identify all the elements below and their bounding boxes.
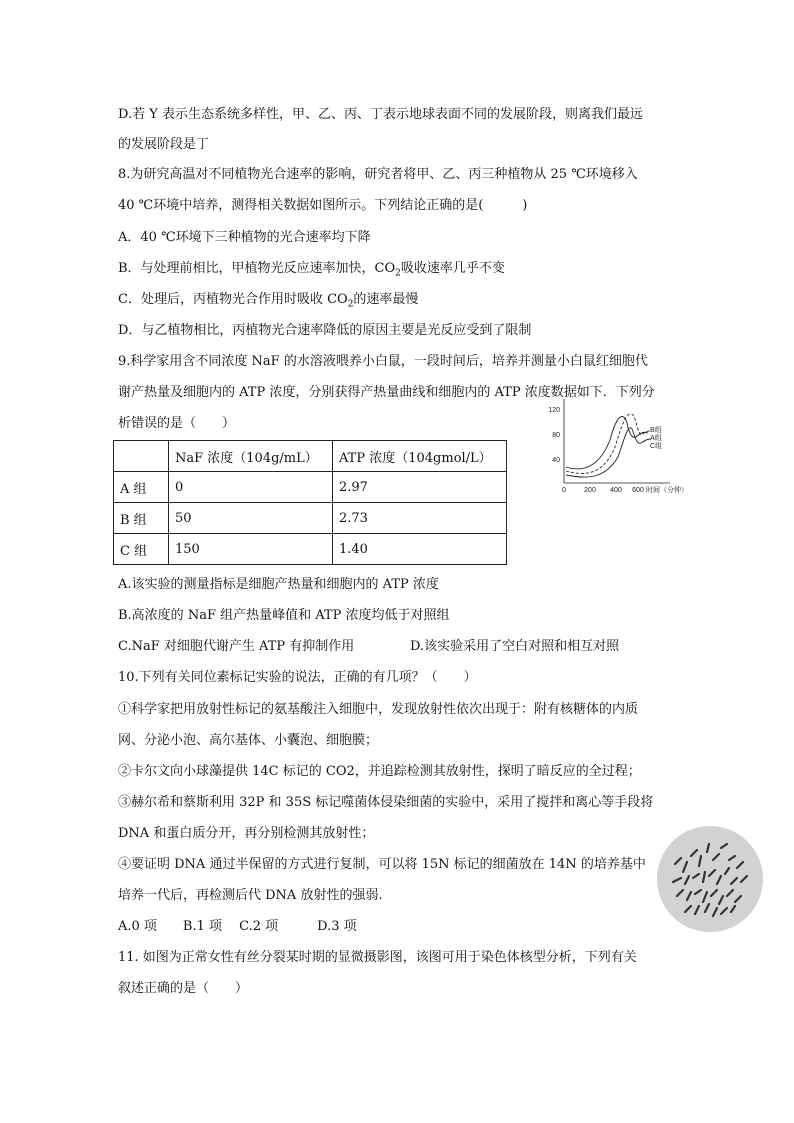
question-10-item-1-cont: 网、分泌小泡、高尔基体、小囊泡、细胞膜； (118, 733, 379, 748)
question-9-option-b: B.高浓度的 NaF 组产热量峰值和 ATP 浓度均低于对照组 (118, 608, 450, 623)
table-cell: 0 (169, 472, 333, 503)
table-cell: A 组 (114, 472, 169, 503)
series-label: A组 (650, 435, 662, 442)
question-9-stem: 9.科学家用含不同浓度 NaF 的水溶液喂养小白鼠，一段时间后，培养并测量小白鼠红细胞代 (118, 354, 648, 369)
text-line-2: 的发展阶段是丁 (118, 137, 210, 152)
y-tick-label: 120 (548, 407, 560, 414)
question-10-options: A.0 项 B.1 项 C.2 项 D.3 项 (118, 919, 357, 934)
series-label: B组 (650, 427, 662, 434)
series-label: C组 (650, 443, 663, 450)
question-11-stem: 11. 如图为正常女性有丝分裂某时期的显微摄影图，该图可用于染色体核型分析，下列有关 (118, 950, 637, 965)
chromosome-micrograph (657, 826, 763, 932)
y-tick-label: 80 (552, 432, 560, 439)
table-header-row (114, 441, 507, 472)
question-9-option-d: D.该实验采用了空白对照和相互对照 (410, 639, 620, 654)
question-9-option-c: C.NaF 对细胞代谢产生 ATP 有抑制作用 (118, 639, 355, 654)
question-11-stem-cont: 叙述正确的是（ ） (118, 981, 249, 996)
table-header-cell: NaF 浓度（104g/mL） (169, 441, 333, 472)
x-axis-label: 时间（分钟） (646, 487, 688, 494)
question-9-stem-end: 析错误的是（ ） (118, 416, 236, 431)
table-header-cell: ATP 浓度（104gmol/L） (333, 441, 507, 472)
question-10-item-3-cont: DNA 和蛋白质分开，再分别检测其放射性； (118, 826, 375, 841)
table-header-cell (114, 441, 169, 472)
table-cell: 50 (169, 503, 333, 534)
table-row (114, 534, 507, 565)
naf-atp-table (113, 440, 507, 565)
table-cell: 1.40 (333, 534, 507, 565)
question-10-stem: 10.下列有关同位素标记实验的说法，正确的有几项？（ ） (118, 670, 477, 685)
question-8-stem-cont: 40 ℃环境中培养，测得相关数据如图所示。下列结论正确的是( ) (118, 198, 528, 213)
question-8-option-b: B．与处理前相比，甲植物光反应速率加快，$CO_2$吸收速率几乎不变 (118, 261, 505, 279)
question-10-item-4-cont: 培养一代后，再检测后代 DNA 放射性的强弱. (118, 888, 383, 903)
question-8-stem: 8.为研究高温对不同植物光合速率的影响，研究者将甲、乙、丙三种植物从 25 ℃环境移入 (118, 167, 638, 182)
x-tick-label: 600 (632, 487, 644, 494)
question-8-option-d: D．与乙植物相比，丙植物光合速率降低的原因主要是光反应受到了限制 (118, 323, 532, 338)
question-10-item-2: ②卡尔文向小球藻提供 14C 标记的 CO2，并追踪检测其放射性，探明了暗反应的全过程； (118, 764, 641, 779)
heat-production-chart (540, 395, 700, 497)
table-cell: 2.97 (333, 472, 507, 503)
table-row (114, 472, 507, 503)
x-tick-label: 200 (584, 487, 596, 494)
table-cell: B 组 (114, 503, 169, 534)
question-9-option-a: A.该实验的测量指标是细胞产热量和细胞内的 ATP 浓度 (118, 577, 439, 592)
question-8-option-c: C．处理后，丙植物光合作用时吸收 $CO_2$的速率最慢 (118, 292, 419, 310)
table-cell: C 组 (114, 534, 169, 565)
question-10-item-1: ①科学家把用放射性标记的氨基酸注入细胞中，发现放射性依次出现于：附有核糖体的内质 (118, 702, 639, 717)
table-cell: 2.73 (333, 503, 507, 534)
x-tick-label: 0 (562, 487, 566, 494)
text-line-1: D.若 Y 表示生态系统多样性，甲、乙、丙、丁表示地球表面不同的发展阶段，则离我们最远 (118, 107, 643, 122)
table-cell: 150 (169, 534, 333, 565)
question-8-option-a: A．40 ℃环境下三种植物的光合速率均下降 (118, 230, 371, 245)
question-10-item-4: ④要证明 DNA 通过半保留的方式进行复制，可以将 15N 标记的细菌放在 14N 的培养基中 (118, 857, 646, 872)
table-row (114, 503, 507, 534)
y-tick-label: 40 (552, 457, 560, 464)
x-tick-label: 400 (610, 487, 622, 494)
question-10-item-3: ③赫尔希和蔡斯利用 32P 和 35S 标记噬菌体侵染细菌的实验中，采用了搅拌和离心等手段将 (118, 795, 654, 810)
question-9-stem-cont: 谢产热量及细胞内的 ATP 浓度，分别获得产热量曲线和细胞内的 ATP 浓度数据如下．下列分 (118, 385, 655, 400)
